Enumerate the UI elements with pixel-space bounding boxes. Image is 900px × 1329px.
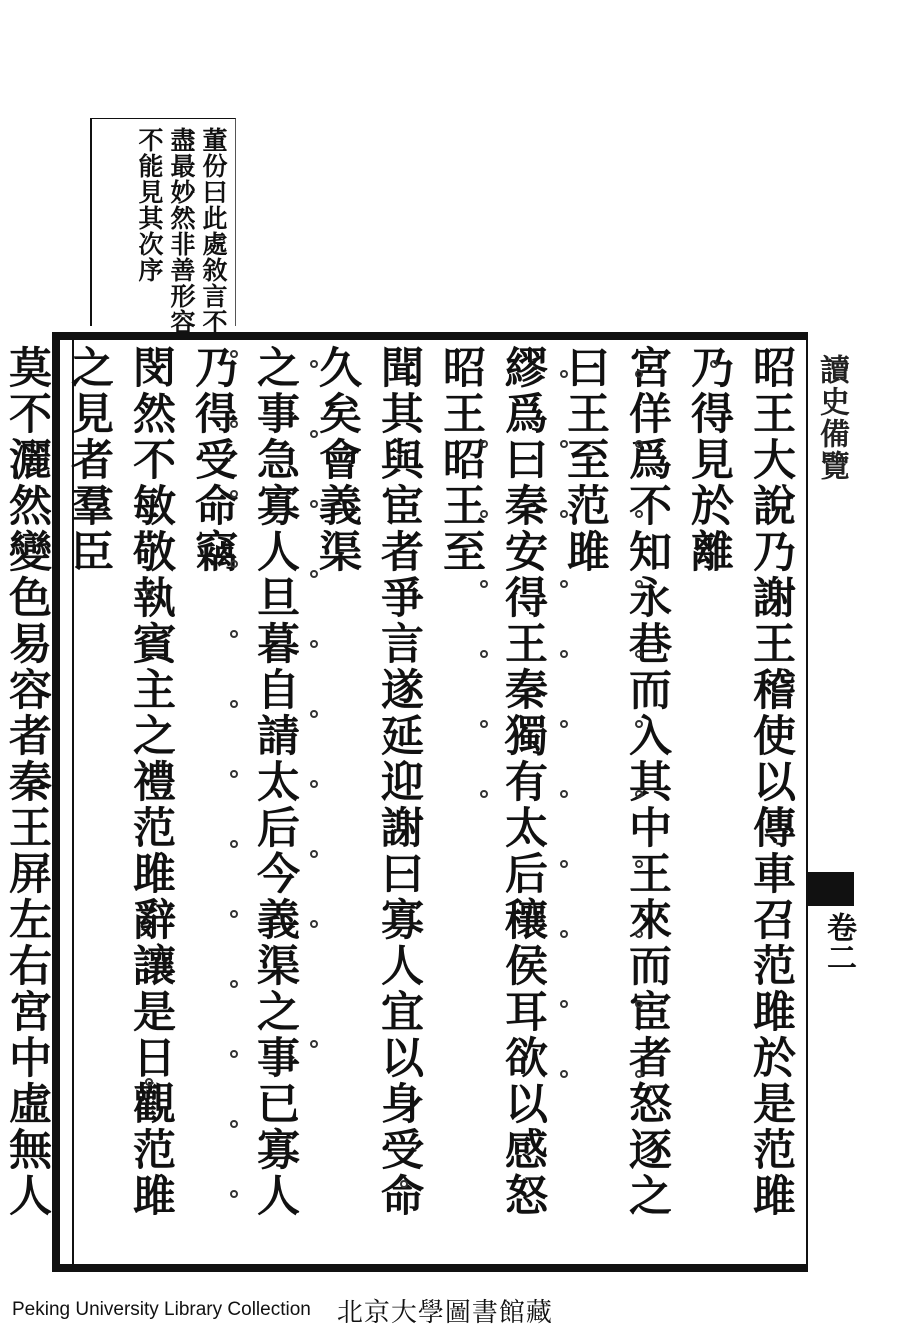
emphasis-dot [635,580,643,588]
emphasis-dot [560,930,568,938]
emphasis-dot [560,370,568,378]
emphasis-dot [310,1040,318,1048]
emphasis-dot [310,570,318,578]
emphasis-dot [560,440,568,448]
emphasis-dot [635,930,643,938]
emphasis-dot [480,440,488,448]
emphasis-dot [310,710,318,718]
emphasis-dot [230,350,238,358]
emphasis-dot [560,580,568,588]
emphasis-dot [230,770,238,778]
emphasis-dot [230,700,238,708]
emphasis-dot [635,1000,643,1008]
footer-collection-english: Peking University Library Collection [12,1299,311,1320]
emphasis-dot [635,790,643,798]
emphasis-dot [145,1078,153,1086]
emphasis-dot [400,1180,408,1188]
text-column-2: 宮佯爲不知永巷而入其中王來而宦者怒逐之曰王至范雎 [560,345,672,1219]
emphasis-dot [310,430,318,438]
emphasis-dot [635,860,643,868]
body-text [2,345,802,1260]
margin-title: 讀史備覽 [814,354,849,482]
emphasis-dot [635,1070,643,1078]
emphasis-dot [560,650,568,658]
emphasis-dot [230,910,238,918]
margin-column [806,332,856,1272]
emphasis-dot [480,510,488,518]
emphasis-dot [310,780,318,788]
margin-juan-label: 卷二 [821,912,856,972]
headnote-box [90,118,236,335]
emphasis-dot [635,650,643,658]
emphasis-dot [310,850,318,858]
footer [12,1293,553,1327]
emphasis-dot [310,920,318,928]
emphasis-dot [310,500,318,508]
emphasis-dot [480,650,488,658]
headnote-line-1: 董份曰此處敘言不 [199,127,228,335]
text-column-5: 之事急寡人旦暮自請太后今義渠之事已寡人乃得受命竊 [188,345,300,1219]
text-column-1: 昭王大說乃謝王稽使以傳車召范雎於是范雎乃得見於離 [684,345,796,1219]
emphasis-dot [230,420,238,428]
fishtail-mark [808,872,854,906]
emphasis-dot [230,840,238,848]
emphasis-dot [560,720,568,728]
emphasis-dot [145,588,153,596]
text-column-4: 聞其與宦者爭言遂延迎謝曰寡人宜以身受命久矣會義渠 [312,345,424,1219]
emphasis-dot [710,360,718,368]
emphasis-dot [635,510,643,518]
emphasis-dot [560,510,568,518]
emphasis-dot [635,720,643,728]
headnote-line-3: 不能見其次序 [135,127,164,283]
text-column-3: 繆爲曰秦安得王秦獨有太后穰侯耳欲以感怒昭王昭王至 [436,345,548,1219]
emphasis-dot [230,560,238,568]
emphasis-dot [310,360,318,368]
emphasis-dot [560,1000,568,1008]
text-column-6: 閔然不敏敬執賓主之禮范雎辭讓是日觀范雎之見者羣臣 [64,345,176,1219]
emphasis-dot [230,1190,238,1198]
emphasis-dot [635,370,643,378]
emphasis-dot [480,580,488,588]
emphasis-dot [560,790,568,798]
headnote-columns [135,127,227,335]
emphasis-dot [230,490,238,498]
emphasis-dot [480,720,488,728]
emphasis-dot [560,860,568,868]
emphasis-dot [230,980,238,988]
text-column-7: 莫不灑然變色易容者秦王屏左右宮中虛無人 [2,345,52,1219]
emphasis-dot [480,790,488,798]
emphasis-dot [560,1070,568,1078]
footer-collection-chinese: 北京大學圖書館藏 [336,1297,553,1328]
emphasis-dot [230,630,238,638]
emphasis-dot [230,1120,238,1128]
headnote-line-2: 盡最妙然非善形容 [167,127,196,335]
emphasis-dot [230,1050,238,1058]
emphasis-dot [310,640,318,648]
emphasis-dot [635,440,643,448]
